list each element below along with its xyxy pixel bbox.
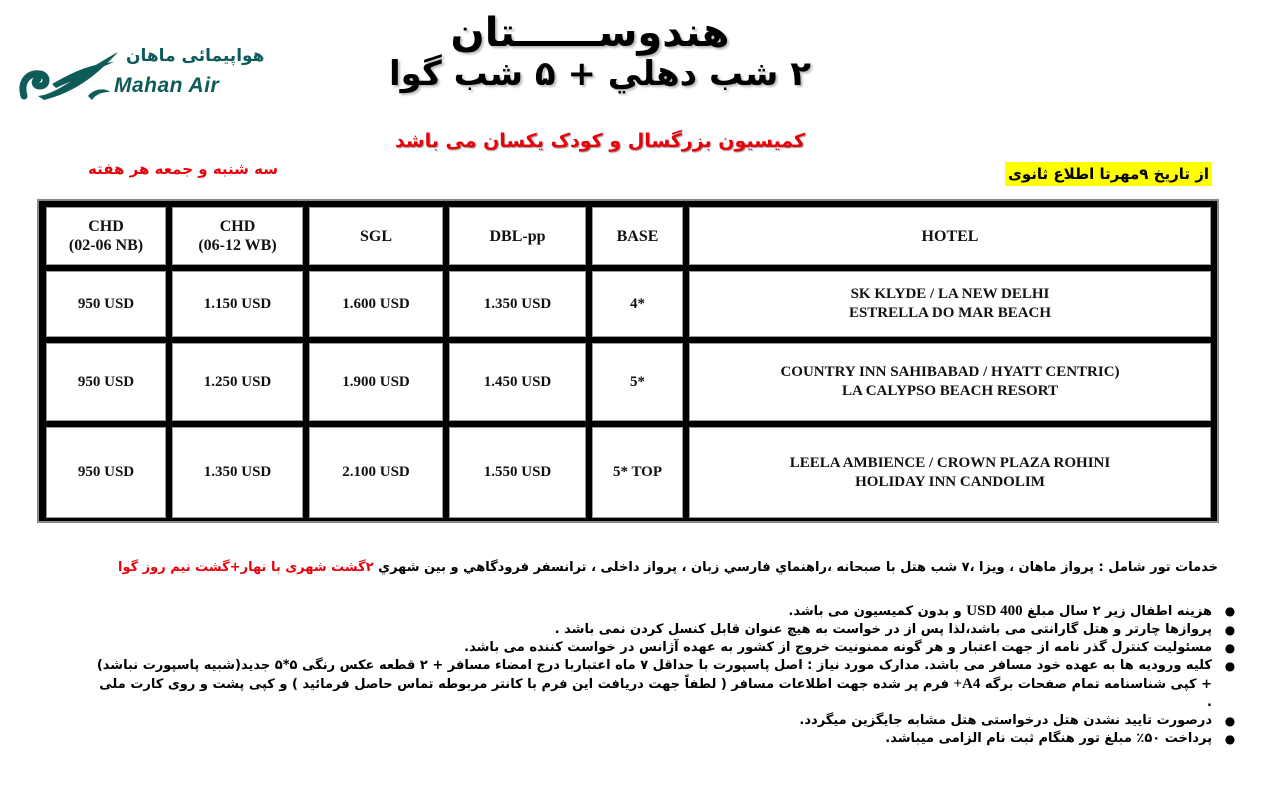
cell-sgl: 1.900 USD <box>309 343 443 421</box>
cell-sgl: 2.100 USD <box>309 427 443 518</box>
note-text: پروازها چارتر و هتل گارانتى مى باشد،لذا پس از در خواست به هيچ عنوان قابل كنسل كردن نمى باشد . <box>554 622 1212 637</box>
header-line: (02-06 NB) <box>68 237 144 254</box>
cell-base: 5* <box>592 343 683 421</box>
hotel-line: ESTRELLA DO MAR BEACH <box>848 305 1052 321</box>
header-sgl: SGL <box>309 207 443 265</box>
header-base: BASE <box>592 207 683 265</box>
cell-hotel <box>689 271 1211 337</box>
bullet-icon: ● <box>1224 641 1236 655</box>
commission-note: كميسيون بزرگسال و كودک يكسان مى باشد <box>394 130 806 152</box>
bullet-icon: ● <box>1224 732 1236 746</box>
header-chd-nb <box>46 207 166 265</box>
note-amount: 400 USD <box>966 603 1023 619</box>
note-item <box>40 621 1240 639</box>
bullet-icon: ● <box>1224 659 1236 673</box>
header-dbl: DBL-pp <box>449 207 586 265</box>
cell-chd-wb: 1.150 USD <box>172 271 303 337</box>
header-line: (06-12 WB) <box>198 237 277 254</box>
note-item <box>40 657 1240 712</box>
page-title: هندوســــــتان <box>450 10 730 56</box>
header-hotel: HOTEL <box>689 207 1211 265</box>
hotel-line: COUNTRY INN SAHIBABAD / HYATT CENTRIC) <box>780 364 1120 380</box>
cell-dbl: 1.550 USD <box>449 427 586 518</box>
bullet-icon: ● <box>1224 714 1236 728</box>
hotel-line: SK KLYDE / LA NEW DELHI <box>850 286 1050 302</box>
tour-services <box>117 560 1218 575</box>
hotel-line: HOLIDAY INN CANDOLIM <box>855 473 1045 490</box>
logo-english-text: Mahan Air <box>114 74 220 97</box>
cell-chd-nb: 950 USD <box>46 271 166 337</box>
note-item <box>40 639 1240 657</box>
mahan-air-logo <box>18 44 265 106</box>
note-text: پرداخت ۵۰٪ مبلغ تور هنگام ثبت نام الزامى ميباشد. <box>885 731 1212 746</box>
cell-chd-wb: 1.250 USD <box>172 343 303 421</box>
date-range-badge: از تاريخ ۹مهرتا اطلاع ثانوى <box>1005 162 1212 186</box>
note-item <box>40 730 1240 748</box>
price-table <box>46 207 1211 516</box>
header-chd-wb <box>172 207 303 265</box>
hotel-line: LA CALYPSO BEACH RESORT <box>841 383 1059 399</box>
cell-dbl: 1.350 USD <box>449 271 586 337</box>
note-text: مسئوليت كنترل گذر نامه از جهت اعتبار و هر گونه ممنونيت خروج از كشور به عهده آژانس در خواست كننده مى باشد. <box>464 640 1212 655</box>
note-text: و بدون كميسيون مى باشد. <box>788 604 967 619</box>
cell-hotel <box>689 343 1211 421</box>
cell-chd-nb: 950 USD <box>46 343 166 421</box>
bullet-icon: ● <box>1224 604 1236 618</box>
cell-sgl: 1.600 USD <box>309 271 443 337</box>
note-text: فرم پر شده جهت اطلاعات مسافر ( لطفاً جهت دريافت اين فرم با كانتر مربوطه تماس حاصل فرمائيد ) و كپى پشت و روى كارت ملى . <box>99 677 1212 710</box>
logo-persian-text: هواپیمائی ماهان <box>126 46 265 66</box>
header-line: CHD <box>88 218 124 235</box>
note-item <box>40 602 1240 621</box>
services-highlight: ۲گشت شهرى با نهار+گشت نيم روز گوا <box>117 560 374 575</box>
note-text: كليه وروديه ها به عهده خود مسافر مى باشد. مدارک مورد نياز : اصل پاسپورت با حداقل ۷ ماه اعتباربا درج امضاء مسافر + ۲ قطعه عكس رنگى ۵*۵ جديد(شبيه پاسپورت نباشد) + كپى شناسنامه تمام صفحات برگه <box>96 658 1212 692</box>
bullet-icon: ● <box>1224 623 1236 637</box>
cell-base: 5* TOP <box>592 427 683 518</box>
note-form-size: A4+ <box>953 676 981 692</box>
note-text: هزينه اطفال زير ۲ سال مبلغ <box>1022 604 1212 619</box>
page-subtitle: ۲ شب دهلي + ۵ شب گوا <box>389 54 811 94</box>
cell-chd-nb: 950 USD <box>46 427 166 518</box>
hotel-line: LEELA AMBIENCE / CROWN PLAZA ROHINI <box>789 454 1111 471</box>
notes-list <box>40 602 1240 748</box>
note-item <box>40 712 1240 730</box>
header-line: CHD <box>219 218 256 235</box>
departure-days: سه شنبه و جمعه هر هفته <box>88 160 278 178</box>
cell-chd-wb: 1.350 USD <box>172 427 303 518</box>
cell-dbl: 1.450 USD <box>449 343 586 421</box>
mahan-air-feather-icon <box>18 44 122 106</box>
cell-hotel <box>689 427 1211 518</box>
services-text: خدمات تور شامل : پرواز ماهان ، ويزا ،۷ شب هتل با صبحانه ،راهنماي فارسي زبان ، پرواز داخلى ، ترانسفر فرودگاهي و بين شهري <box>373 560 1218 575</box>
note-text: درصورت تاييد نشدن هتل درخواستى هتل مشابه جايگزين ميگردد. <box>799 713 1212 728</box>
cell-base: 4* <box>592 271 683 337</box>
